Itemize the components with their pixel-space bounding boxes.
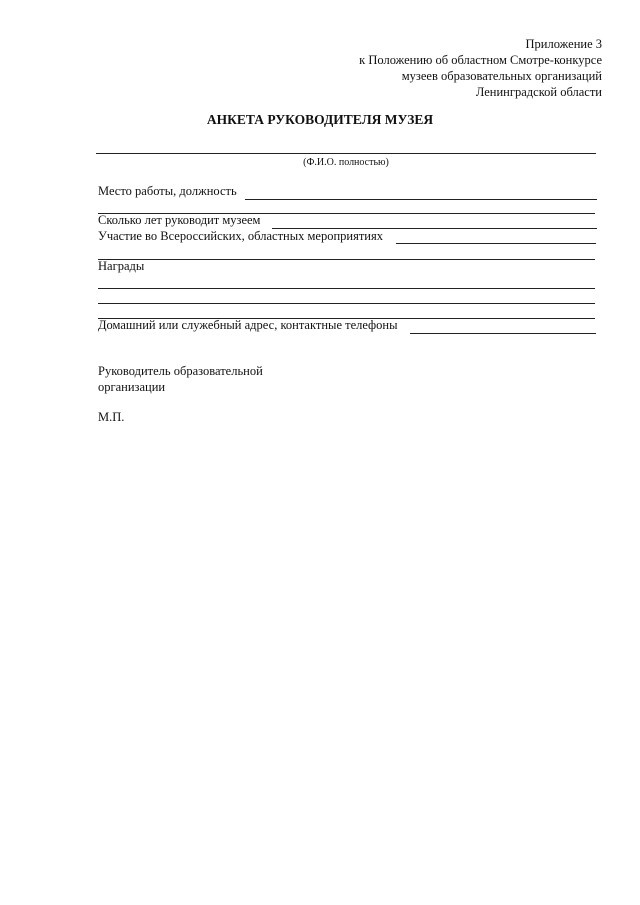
fio-caption: (Ф.И.О. полностью) <box>303 157 389 168</box>
address-input-line[interactable] <box>410 333 596 334</box>
awards-label: Награды <box>98 259 145 273</box>
awards-input-line-2[interactable] <box>98 303 595 304</box>
signature-title-line1: Руководитель образовательной <box>98 364 263 378</box>
years-label: Сколько лет руководит музеем <box>98 213 261 227</box>
participation-input-line[interactable] <box>396 243 596 244</box>
workplace-input-line[interactable] <box>245 199 597 200</box>
signature-title-line2: организации <box>98 380 166 394</box>
participation-input-line-2[interactable] <box>98 259 595 260</box>
appendix-organizations: музеев образовательных организаций <box>401 69 602 83</box>
awards-input-line-1[interactable] <box>98 288 595 289</box>
workplace-label: Место работы, должность <box>98 184 237 198</box>
fio-input-line[interactable] <box>96 153 596 154</box>
page-title: АНКЕТА РУКОВОДИТЕЛЯ МУЗЕЯ <box>206 112 434 127</box>
stamp-place-label: М.П. <box>98 410 125 424</box>
appendix-region: Ленинградской области <box>475 85 602 99</box>
participation-label: Участие во Всероссийских, областных мероприятиях <box>98 229 383 243</box>
appendix-regulation: к Положению об областном Смотре-конкурсе <box>359 53 602 67</box>
address-label: Домашний или служебный адрес, контактные телефоны <box>98 318 398 332</box>
appendix-label: Приложение 3 <box>525 37 602 51</box>
